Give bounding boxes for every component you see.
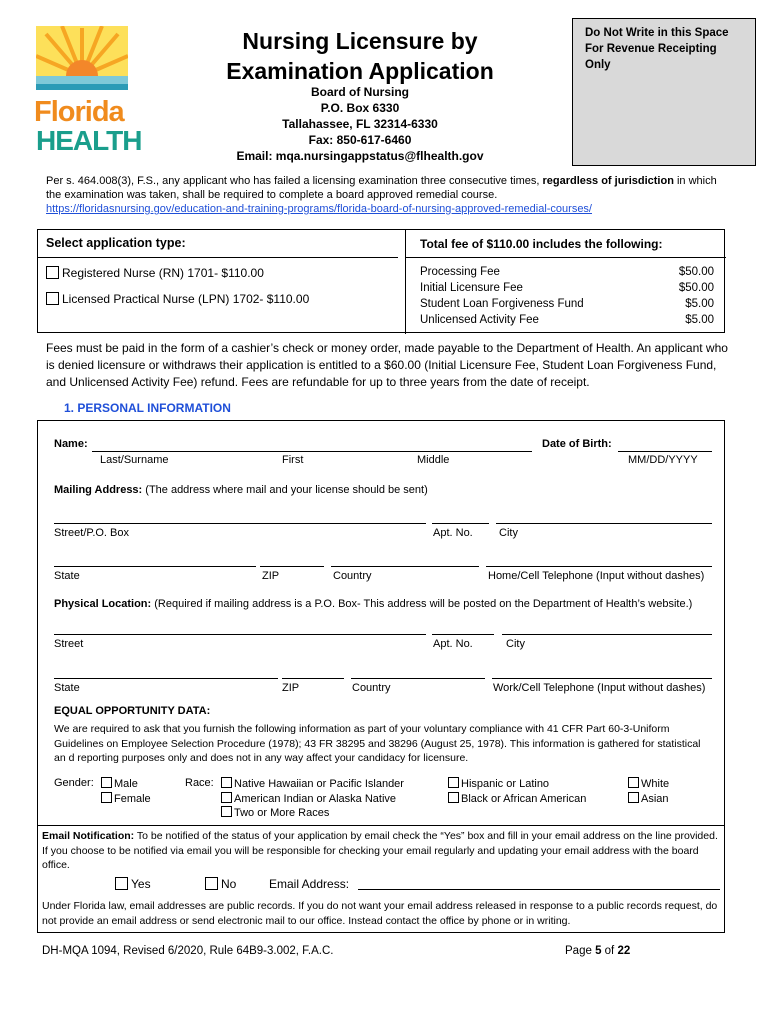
dob-field[interactable] <box>618 451 712 452</box>
physical-street-field[interactable] <box>54 634 426 635</box>
title-line-2: Examination Application <box>226 58 494 84</box>
lpn-option[interactable] <box>46 292 309 306</box>
two-or-more-label: Two or More Races <box>234 807 330 819</box>
street-po-caption: Street/P.O. Box <box>54 527 130 539</box>
fee-amount: $50.00 <box>678 266 714 278</box>
physical-city-caption: City <box>506 638 525 650</box>
email-no-checkbox[interactable] <box>205 877 218 890</box>
sun-icon <box>36 26 128 90</box>
board-name: Board of Nursing <box>311 85 409 99</box>
fee-amount: $50.00 <box>678 282 714 294</box>
mailing-address-heading <box>54 484 428 496</box>
fee-list <box>406 258 726 328</box>
fee-breakdown <box>405 230 726 334</box>
two-or-more-checkbox[interactable] <box>221 806 232 817</box>
fee-heading: Total fee of $110.00 includes the following: <box>406 230 726 258</box>
rn-option[interactable] <box>46 266 264 280</box>
physical-note: (Required if mailing address is a P.O. Box- This address will be posted on the Department of Health’s website.) <box>151 598 693 610</box>
page-number <box>565 945 630 957</box>
dob-format-caption: MM/DD/YYYY <box>628 454 698 466</box>
race-option-american-indian[interactable] <box>221 792 396 805</box>
apt-caption: Apt. No. <box>433 527 473 539</box>
physical-apt-caption: Apt. No. <box>433 638 473 650</box>
female-label: Female <box>114 793 151 805</box>
dob-label: Date of Birth: <box>542 438 612 450</box>
race-option-black[interactable] <box>448 792 586 805</box>
city-caption: City <box>499 527 518 539</box>
title-line-1: Nursing Licensure by <box>242 28 478 54</box>
mailing-street-field[interactable] <box>54 523 426 524</box>
mailing-zip-field[interactable] <box>260 566 324 567</box>
fee-label: Student Loan Forgiveness Fund <box>420 298 584 310</box>
home-phone-field[interactable] <box>486 566 712 567</box>
board-fax: Fax: 850-617-6460 <box>308 133 412 147</box>
logo-word-health: HEALTH <box>36 125 142 156</box>
physical-street-caption: Street <box>54 638 84 650</box>
email-yes-option[interactable] <box>115 877 151 891</box>
asian-label: Asian <box>641 793 669 805</box>
hawaiian-label: Native Hawaiian or Pacific Islander <box>234 778 404 790</box>
mailing-country-field[interactable] <box>331 566 479 567</box>
home-phone-caption: Home/Cell Telephone (Input without dashes) <box>488 570 705 582</box>
section-personal-information: 1. PERSONAL INFORMATION <box>64 401 231 415</box>
mailing-city-field[interactable] <box>496 523 712 524</box>
race-label: Race: <box>185 777 214 789</box>
public-records-note: Under Florida law, email addresses are public records. If you do not want your email address released in response to a public records request, do not provide an email address or send electronic mail to our office. Instead contact the office by phone or in writing. <box>42 900 718 927</box>
fee-row <box>420 280 714 296</box>
revenue-receipting-box <box>572 18 756 166</box>
white-checkbox[interactable] <box>628 777 639 788</box>
page-title <box>210 26 510 86</box>
mailing-note: (The address where mail and your license should be sent) <box>142 484 428 496</box>
work-phone-field[interactable] <box>492 678 712 679</box>
app-type-heading: Select application type: <box>38 230 398 258</box>
american-indian-checkbox[interactable] <box>221 792 232 803</box>
intro-text-bold: regardless of jurisdiction <box>542 175 674 187</box>
fee-label: Initial Licensure Fee <box>420 282 523 294</box>
intro-text-b: in which the examination was taken, shall be required to complete a board approved remedial course. <box>46 175 717 201</box>
male-checkbox[interactable] <box>101 777 112 788</box>
email-notification-label: Email Notification: <box>42 830 135 842</box>
board-address <box>200 84 520 164</box>
physical-apt-field[interactable] <box>432 634 494 635</box>
eeo-text: We are required to ask that you furnish the following information as part of your voluntary compliance with 41 CFR Part 60-3-Uniform Guidelines on Employee Selection Procedure (1978); 43 FR 38295 and 38296 (August 25, 1978). This information is gathered for statistical an d reporting purposes only and does not in any way affect your candidacy for licensure. <box>54 723 701 764</box>
physical-zip-caption: ZIP <box>282 682 300 694</box>
email-no-option[interactable] <box>205 877 236 891</box>
first-name-caption: First <box>282 454 304 466</box>
mailing-label: Mailing Address: <box>54 484 143 496</box>
gender-label: Gender: <box>54 777 94 789</box>
physical-country-caption: Country <box>352 682 391 694</box>
logo-word-florida: Florida <box>34 96 124 128</box>
name-field[interactable] <box>92 451 532 452</box>
physical-state-field[interactable] <box>54 678 278 679</box>
fee-amount: $5.00 <box>685 298 714 310</box>
fee-row <box>420 264 714 280</box>
po-box: P.O. Box 6330 <box>320 101 400 115</box>
eeo-heading: EQUAL OPPORTUNITY DATA: <box>54 705 211 717</box>
email-address-field[interactable] <box>358 889 720 890</box>
lpn-checkbox[interactable] <box>46 292 59 305</box>
gender-female-option[interactable] <box>101 792 151 805</box>
last-name-caption: Last/Surname <box>100 454 169 466</box>
fee-row <box>420 312 714 328</box>
form-number: DH-MQA 1094, Revised 6/2020, Rule 64B9-3.002, F.A.C. <box>42 945 334 957</box>
fee-label: Processing Fee <box>420 266 500 278</box>
physical-location-heading <box>54 598 724 610</box>
white-label: White <box>641 778 670 790</box>
intro-text-a: Per s. 464.008(3), F.S., any applicant who has failed a licensing examination three consecutive times, <box>46 175 543 187</box>
name-label: Name: <box>54 438 88 450</box>
physical-label: Physical Location: <box>54 598 152 610</box>
hawaiian-checkbox[interactable] <box>221 777 232 788</box>
rn-checkbox[interactable] <box>46 266 59 279</box>
email-notification-body: To be notified of the status of your application by email check the “Yes” box and fill in your email address on the line provided. If you choose to be notified via email you will be responsible for checking your email regularly and updating your email address with the board office. <box>42 830 718 871</box>
application-type-section <box>37 229 725 333</box>
email-notification-text <box>42 829 720 873</box>
race-option-two-or-more[interactable] <box>221 806 329 819</box>
race-option-hispanic[interactable] <box>448 777 549 790</box>
lpn-label: Licensed Practical Nurse (LPN) 1702- $110.00 <box>62 292 310 306</box>
rn-label: Registered Nurse (RN) 1701- $110.00 <box>62 266 264 280</box>
black-checkbox[interactable] <box>448 792 459 803</box>
florida-health-logo <box>34 26 142 156</box>
zip-caption: ZIP <box>262 570 280 582</box>
email-address-label: Email Address: <box>269 877 350 891</box>
remedial-courses-link[interactable]: https://floridasnursing.gov/education-and-training-programs/florida-board-of-nursing-approved-remedial-courses/ <box>46 203 592 215</box>
asian-checkbox[interactable] <box>628 792 639 803</box>
no-write-line-2: For Revenue Receipting Only <box>585 43 717 71</box>
payment-note: Fees must be paid in the form of a cashier’s check or money order, made payable to the Department of Health. An applicant who is denied licensure or withdraws their application is entitled to a $60.00 (Initial Licensure Fee, Student Loan Forgiveness Fund, and Unlicensed Activity Fee) refund. Fees are refundable for up to three years from the date of receipt. <box>46 341 728 389</box>
hispanic-checkbox[interactable] <box>448 777 459 788</box>
board-email: Email: mqa.nursingappstatus@flhealth.gov <box>236 149 484 163</box>
no-write-line-1: Do Not Write in this Space <box>585 27 729 39</box>
country-caption: Country <box>333 570 372 582</box>
current-page: 5 <box>595 945 602 957</box>
email-yes-label: Yes <box>131 877 151 891</box>
state-caption: State <box>54 570 80 582</box>
gender-male-option[interactable] <box>101 777 138 790</box>
fee-label: Unlicensed Activity Fee <box>420 314 539 326</box>
race-option-asian[interactable] <box>628 792 669 805</box>
mailing-apt-field[interactable] <box>432 523 489 524</box>
race-option-hawaiian[interactable] <box>221 777 404 790</box>
email-no-label: No <box>221 877 237 891</box>
board-city: Tallahassee, FL 32314-6330 <box>282 117 438 131</box>
mailing-state-field[interactable] <box>54 566 256 567</box>
male-label: Male <box>114 778 138 790</box>
physical-zip-field[interactable] <box>282 678 344 679</box>
page-of: of <box>601 945 618 957</box>
black-label: Black or African American <box>461 793 587 805</box>
middle-name-caption: Middle <box>417 454 450 466</box>
race-option-white[interactable] <box>628 777 669 790</box>
remedial-course-note <box>46 174 726 216</box>
physical-state-caption: State <box>54 682 80 694</box>
physical-city-field[interactable] <box>502 634 712 635</box>
total-pages: 22 <box>617 945 631 957</box>
email-yes-checkbox[interactable] <box>115 877 128 890</box>
fee-row <box>420 296 714 312</box>
american-indian-label: American Indian or Alaska Native <box>234 793 397 805</box>
fee-amount: $5.00 <box>685 314 714 326</box>
female-checkbox[interactable] <box>101 792 112 803</box>
hispanic-label: Hispanic or Latino <box>461 778 550 790</box>
work-phone-caption: Work/Cell Telephone (Input without dashes) <box>493 682 706 694</box>
page-prefix: Page <box>565 945 596 957</box>
physical-country-field[interactable] <box>351 678 485 679</box>
